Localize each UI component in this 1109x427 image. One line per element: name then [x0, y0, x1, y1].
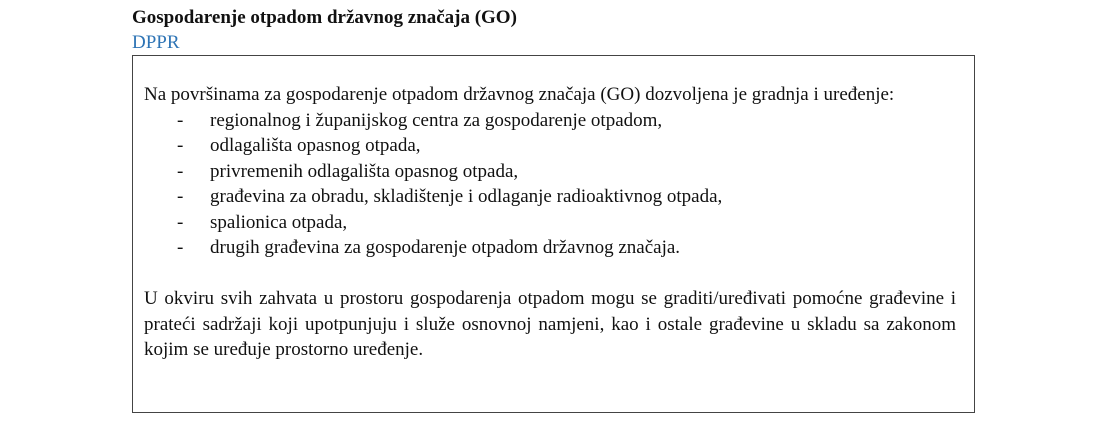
category-code: DPPR	[132, 32, 180, 53]
list-item	[144, 133, 956, 159]
list-item	[144, 235, 956, 261]
list-item-text: odlagališta opasnog otpada,	[210, 135, 421, 156]
list-item	[144, 184, 956, 210]
list-dash: -	[177, 160, 184, 182]
list-item-text: građevina za obradu, skladištenje i odlaganje radioaktivnog otpada,	[210, 186, 723, 207]
list-dash: -	[177, 109, 184, 131]
paragraph-spacer	[144, 261, 956, 287]
content-body	[144, 82, 956, 363]
list-dash: -	[177, 186, 184, 207]
section-heading: Gospodarenje otpadom državnog značaja (GO)	[132, 7, 517, 28]
list-item	[144, 108, 956, 134]
content-box	[132, 55, 975, 413]
list-item-text: spalionica otpada,	[210, 211, 348, 233]
list-item	[144, 159, 956, 185]
list-dash: -	[177, 237, 184, 258]
list-dash: -	[177, 211, 184, 233]
list-dash: -	[177, 135, 184, 156]
closing-paragraph: U okviru svih zahvata u prostoru gospodarenja otpadom mogu se graditi/uređivati pomoćne građevine i prateći sadržaji koji upotpunjuju i služe osnovnoj namjeni, kao i ostale građevine u skladu sa zakonom kojim se uređuje prostorno uređenje.	[144, 288, 956, 360]
permitted-uses-list	[144, 108, 956, 261]
list-item-text: drugih građevina za gospodarenje otpadom državnog značaja.	[210, 237, 681, 258]
list-item-text: privremenih odlagališta opasnog otpada,	[210, 160, 519, 182]
list-item-text: regionalnog i županijskog centra za gospodarenje otpadom,	[210, 109, 663, 131]
intro-paragraph: Na površinama za gospodarenje otpadom državnog značaja (GO) dozvoljena je gradnja i uređenje:	[144, 84, 895, 105]
list-item	[144, 210, 956, 236]
